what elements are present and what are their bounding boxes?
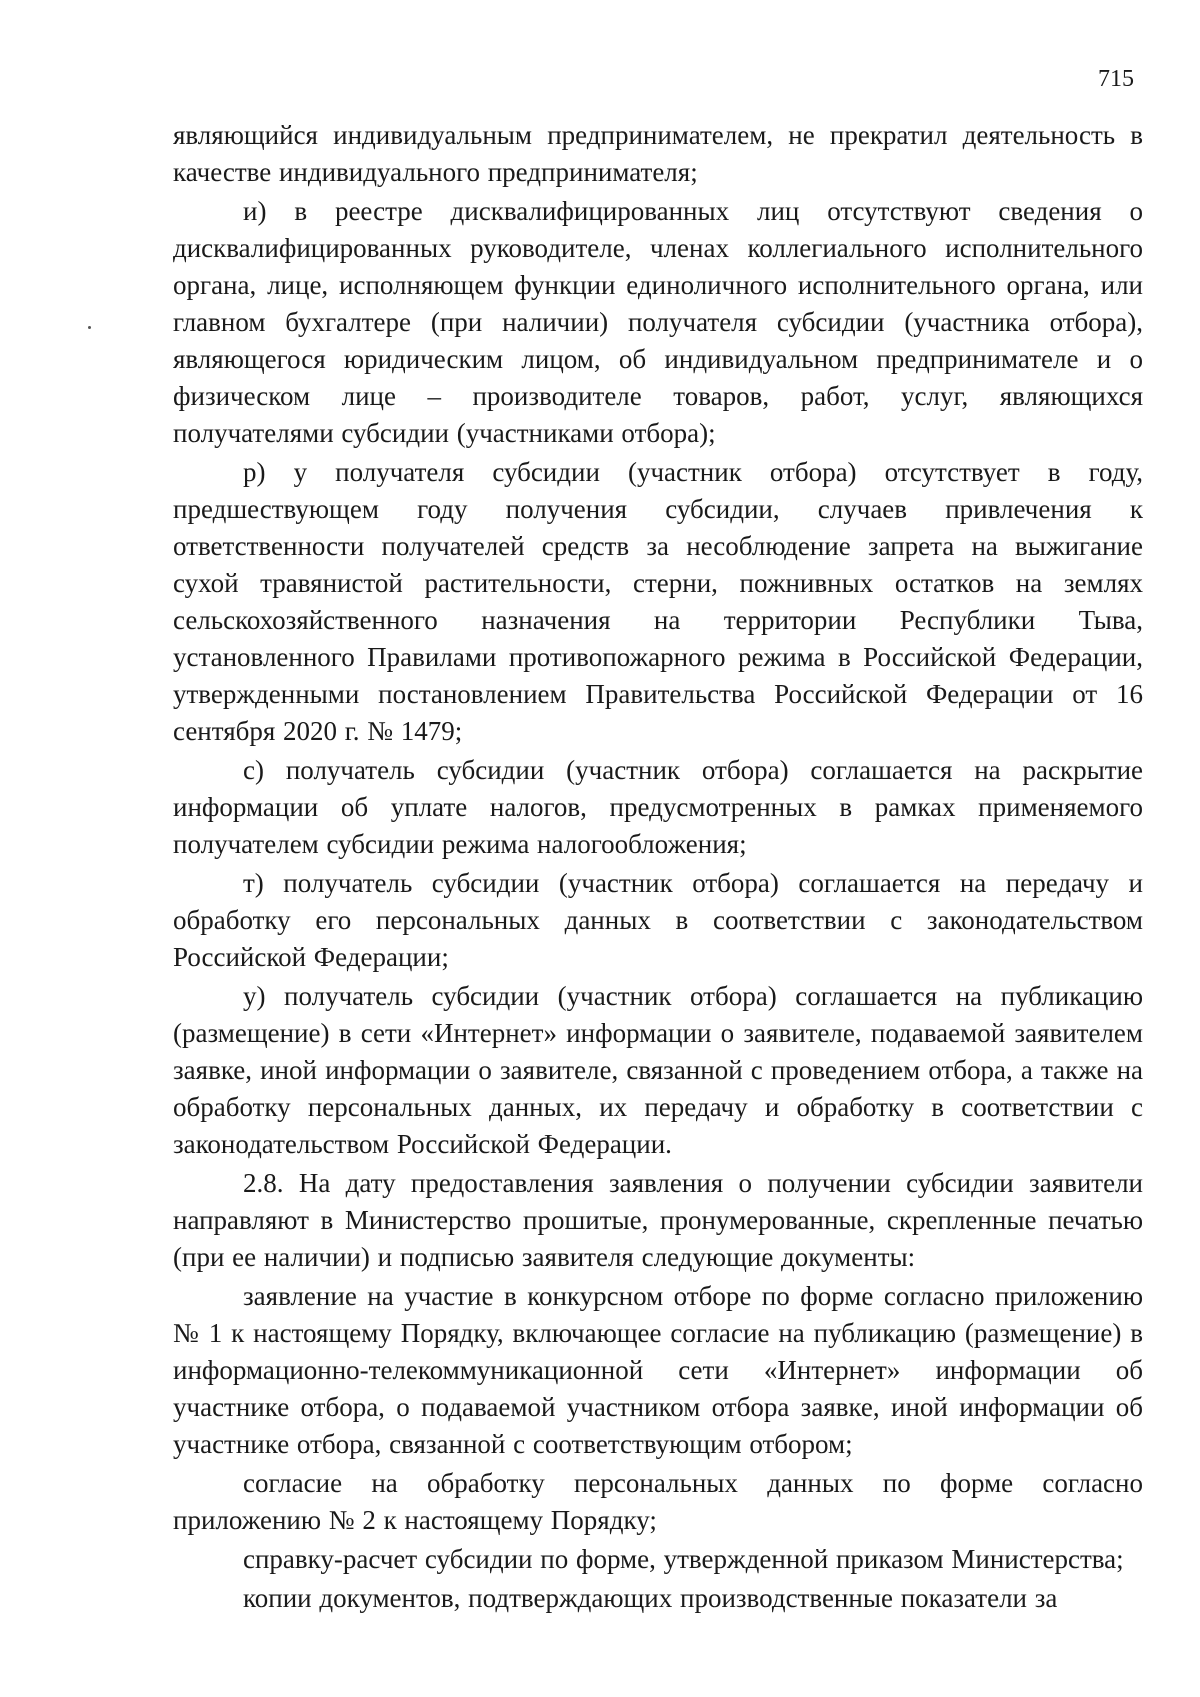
- paragraph-section-2-8: 2.8. На дату предоставления заявления о получении субсидии заявители направляют в Министерство прошитые, пронумерованные, скрепленные печатью (при ее наличии) и подписью заявителя следующие документы:: [173, 1168, 1143, 1272]
- paragraph-item-t: т) получатель субсидии (участник отбора) соглашается на передачу и обработку его персональных данных в соответствии с законодательством Российской Федерации;: [173, 868, 1143, 972]
- paragraph-document-consent: согласие на обработку персональных данных по форме согласно приложению № 2 к настоящему Порядку;: [173, 1468, 1143, 1535]
- scan-speck: [88, 326, 91, 329]
- paragraph-item-r: р) у получателя субсидии (участник отбора) отсутствует в году, предшествующем году получения субсидии, случаев привлечения к ответственности получателей средств за несоблюдение запрета на выжигание сухой травянистой растительности, стерни, пожнивных остатков на землях сельскохозяйственного назначения на территории Республики Тыва, установленного Правилами противопожарного режима в Российской Федерации, утвержденными постановлением Правительства Российской Федерации от 16 сентября 2020 г. № 1479;: [173, 457, 1143, 746]
- paragraph-continuation: являющийся индивидуальным предпринимателем, не прекратил деятельность в качестве индивидуального предпринимателя;: [173, 120, 1143, 187]
- paragraph-document-application: заявление на участие в конкурсном отборе по форме согласно приложению № 1 к настоящему Порядку, включающее согласие на публикацию (размещение) в информационно-телекоммуникационной сети «Интернет» информации об участнике отбора, о подаваемой участником отбора заявке, иной информации об участнике отбора, связанной с соответствующим отбором;: [173, 1281, 1143, 1459]
- page-number: 715: [1098, 66, 1134, 92]
- document-body: [173, 117, 1143, 1619]
- paragraph-item-s: с) получатель субсидии (участник отбора) соглашается на раскрытие информации об уплате налогов, предусмотренных в рамках применяемого получателем субсидии режима налогообложения;: [173, 755, 1143, 859]
- paragraph-document-copies: копии документов, подтверждающих производственные показатели за: [243, 1583, 1058, 1613]
- paragraph-item-u: у) получатель субсидии (участник отбора) соглашается на публикацию (размещение) в сети «Интернет» информации о заявителе, подаваемой заявителем заявке, иной информации о заявителе, связанной с проведением отбора, а также на обработку персональных данных, их передачу и обработку в соответствии с законодательством Российской Федерации.: [173, 981, 1143, 1159]
- paragraph-item-i: и) в реестре дисквалифицированных лиц отсутствуют сведения о дисквалифицированных руководителе, членах коллегиального исполнительного органа, лице, исполняющем функции единоличного исполнительного органа, или главном бухгалтере (при наличии) получателя субсидии (участника отбора), являющегося юридическим лицом, об индивидуальном предпринимателе и о физическом лице – производителе товаров, работ, услуг, являющихся получателями субсидии (участниками отбора);: [173, 196, 1143, 448]
- paragraph-document-calculation: справку-расчет субсидии по форме, утвержденной приказом Министерства;: [243, 1544, 1124, 1574]
